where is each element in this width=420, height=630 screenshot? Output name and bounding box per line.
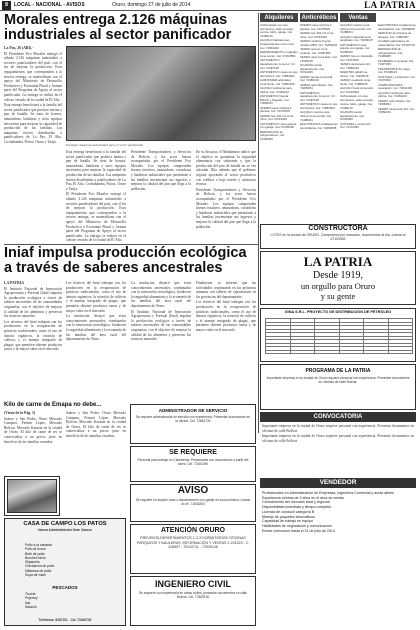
story1-photo: [66, 46, 256, 141]
story1-headline: Morales entrega 2.126 máquinas industriales al sector panificador: [4, 12, 232, 43]
menu-list: Pollo a la canasta Pollo al horno Bufé de pollo Brochet mixto Silpancho Chicharrón de pollo Milanesa de pollo Sopa de maní: [25, 543, 55, 578]
masthead-brand: LA PATRIA: [364, 0, 416, 10]
fish-list: Trucha Pejerrey Ispi Karachi: [25, 592, 38, 609]
page-header: [0, 0, 420, 11]
ad-carne: [4, 476, 60, 516]
ad-gina-table: GINA S.R.L. PROYECTO DE DISTRIBUCIÓN DE PETRÓLEO: [260, 308, 416, 362]
story2-col4: Finalmente, se informó que las actividades continuarán en las próximas semanas con talleres de capacitación en las provincias del departamento. Los técnicos del Iniaf trabajan con los productores en la recuperación de prácticas tradicionales, como el uso de abonos orgánicos, la rotación de cultivos y el manejo integrado de plagas, que permiten obtener productos sanos y de mayor valor en el mercado.: [196, 281, 256, 332]
convocatoria-banner: CONVOCATORIA: [260, 412, 416, 422]
story1-photo-caption: Entregan máquinas industriales para el sector panificador: [66, 143, 144, 147]
ad-ingeniero: INGENIERO CIVIL Se requiere con experiencia en obras civiles, presentar documentos en calle Bolívar. Cel. 72469130: [130, 576, 256, 626]
story3-headline: Kilo de carne de Emapa no debe...: [4, 402, 102, 408]
classifieds-list-4: ELECTRICISTA instalaciones domiciliarias. Cel. 72459638 SERVICIO de limpieza de tanques. Cel. 71852307 CLASES particulares de matemáticas. Cel. 67204719 REPARACIÓN de refrigeradores. Cel. 72493065 PLOMERÍA en general. Cel. 71807365 TRANSPORTE de carga. Cel. 67208126 COSTURA y confección. Cel. 72470394 COMPUTADORAS reparación. Cel. 71842150 ALQUILO ambiente para oficina. Cel. 72469213 VENDO auto Nissan. Cel. 71839054 VENDO camioneta 4x4. Cel. 71860234: [378, 24, 416, 115]
convocatoria-text: Importante empresa en la ciudad de Oruro requiere personal con experiencia. Presentar documentos en oficinas de calle Bolívar. Importante empresa en la ciudad de Oruro requiere personal con experiencia. Presentar documentos en oficinas de calle Bolívar.: [262, 424, 414, 443]
story2-col3: La institución destacó que estos conocimientos ancestrales, combinados con la innovación tecnológica, fortalecen la seguridad alimentaria y la economía de las familias del área rural del departamento de Oruro. El Instituto Nacional de Innovación Agropecuaria y Forestal (Iniaf) impulsa la producción ecológica a través de saberes ancestrales de las comunidades originarias, con el objetivo de mejorar la calidad de los alimentos y preservar los recursos naturales.: [131, 281, 191, 342]
vendedor-requirements: Profesionales en Administración de Empresas, Ingeniería Comercial y áreas afines Experiencia mínima de 2 años en el área de ventas Conocimiento del mercado local y regional Disponibilidad inmediata y tiempo completo Licencia de conducir categoría B Manejo de paquetes informáticos Capacidad de trabajo en equipo Habilidades de negociación y comunicación Enviar currículum hasta el 31 de julio de 2014: [262, 491, 394, 533]
story2-headline: Iniaf impulsa producción ecológica a través de saberes ancestrales: [4, 245, 247, 276]
ad-image: [7, 479, 57, 513]
story1-col4: En su discurso, el Mandatario indicó que el objetivo es garantizar la seguridad alimentaria con soberanía y que la producción del pan de batalla no se vea afectada. Dijo además que el gobierno seguirá apoyando al sector productivo con créditos a bajo interés y asistencia técnica. Presidente Transportadores y Servicios de Bolivia, y los actos fueron acompañados por el Presidente Evo Morales. Los equipos comprenden hornos rotativos, amasadoras, cortadoras y batidoras industriales que permitirán a las familias incrementar sus ingresos y mejorar la calidad del pan que llega a la población.: [196, 150, 256, 229]
ad-data-table: [265, 318, 413, 354]
story2-col1: LA PATRIA El Instituto Nacional de Innovación Agropecuaria y Forestal (Iniaf) impulsa la producción ecológica a través de saberes ancestrales de las comunidades originarias, con el objetivo de mejorar la calidad de los alimentos y preservar los recursos naturales. Los técnicos del Iniaf trabajan con los productores en la recuperación de prácticas tradicionales, como el uso de abonos orgánicos, la rotación de cultivos y el manejo integrado de plagas, que permiten obtener productos sanos y de mayor valor en el mercado.: [4, 281, 62, 352]
ad-restaurant: CASA DE CAMPO LOS PATOS Nueva Administración Gran Carozo Pollo a la canasta Pollo al horno Bufé de pollo Brochet mixto Silpancho Chicharrón de pollo Milanesa de pollo Sopa de maní PESCADOS Trucha Pejerrey Ispi Karachi Teléfonos: 5287101 - Cel. 73404732: [4, 518, 126, 626]
story2-col2: Los técnicos del Iniaf trabajan con los productores en la recuperación de prácticas tradicionales, como el uso de abonos orgánicos, la rotación de cultivos y el manejo integrado de plagas, que permiten obtener productos sanos y de mayor valor en el mercado. La institución destacó que estos conocimientos ancestrales, combinados con la innovación tecnológica, fortalecen la seguridad alimentaria y la economía de las familias del área rural del departamento de Oruro.: [66, 281, 126, 342]
ad-aviso: AVISO Se requiere en alquiler casa o departamento con garaje en zona céntrica. Llamar al cel. 71845260: [130, 484, 256, 522]
story1-col2: Esta entrega beneficiará a la familia del sector panificador que produce harina y pan de batalla. Se trata de hornos, amasadoras, batidoras y otros equipos necesarios para mejorar la capacidad de producción de las familias. Las máquinas fueron distribuidas a panificadores de La Paz, El Alto, Cochabamba, Potosí, Oruro y Tarija. El Presidente Evo Morales entregó el sábado 2.126 máquinas industriales a sectores panificadores del país, con el fin de mejorar la producción. Esos equipamientos que corresponden a la tercera entrega, se materializan con el apoyo del Ministerio de Desarrollo Productivo y Economía Plural y forman parte del Programa de Apoyo al sector panificador. La entrega se realizó en el coliseo cerrado de la ciudad de El Alto.: [66, 150, 126, 242]
la-patria-promo: LA PATRIA Desde 1919, un orgullo para Oruro y su gente: [260, 251, 416, 305]
classifieds-list-3: ALQUILO cuartos para oficina zona central. Cel. 72488341 ALQUILO departamento amoblado. Cel. 71846037 ANTICRÉTICO casa grande con garaje. Cel. 67205182 VENDO lote en Caracollo. Cel. 72473915 VENDO camioneta 4x4. Cel. 71860234 MAESTRO albañil se ofrece. Cel. 72459316 VENDO cuadratín zona Norte. Cel. 71882045 ALQUILO local comercial. Cel. 67216093 CASA alquilo con dos dormitorios, sala comedor, cocina, baño, garaje. Cel. 72482119 OCASIÓN vendo departamento. Cel. 67201945 COSTURA y confección. Cel. 72470394: [340, 24, 374, 130]
classifieds-list-2: OFERTA casa céntrica 2 plantas. Cel. 72470518 VENDO lote 300 m2 zona Vinto. Cel. 67213940 VENDO minibús Toyota modelo 2005. Cel. 71856203 VENDO terreno zona sudeste. Cel. 72481653 VENDO casa zona Este. Cel. 71503278 OCASIÓN vendo departamento. Cel. 67201945 VENDO tienda comercial. Cel. 72486310 VENDO auto Nissan. Cel. 71839054 ANTICRÉTICO departamento zona sur. Inf. Cel. 72497136 ANTICRÉTICO casa con tres dormitorios. Cel. 71852904 ALQUILO cuartos para oficina zona central. Cel. 72488341 ELECTRICISTA instalaciones domiciliarias. Cel. 72459638: [300, 24, 338, 130]
classifieds-tab-anticreticos: Anticréticos: [301, 15, 337, 21]
classifieds-list-1: CASA alquilo con dos dormitorios, sala comedor, cocina, baño, garaje. Cel. 72482119 ALQUILO habitaciones independientes zona norte. Cel. 71846220 DEPARTAMENTO en alquiler zona centro. Cel. 67204551 ANTICRÉTICO departamento zona sur. Inf. Cel. 72497136 ANTICRÉTICO casa con tres dormitorios. Cel. 71852904 GARZONIER anticrético zona Norte. Cel. 73801456 ALQUILO ambiente para oficina. Cel. 72469213 ANTICRÉTICO tienda Bolívar y Pagador. Cel. 71849372 OFERTA casa céntrica 2 plantas. Cel. 72470518 VENDO lote 300 m2 zona Vinto. Cel. 67213940 ANTICRÉTICO casa grande con garaje. Cel. 67205182 REPARACIÓN de refrigeradores. Cel. 72493065: [260, 24, 298, 141]
ad-atencion: ATENCIÓN ORURO PREVENTA DEPARTAMENTOS 1-2-3 DORMITORIOS OFICINAS PARQUEOS Y BAULERAS. INFORMACIÓN Y VENTAS 2-241523 - 2-228597 - 70110711 - 72530146: [130, 524, 256, 574]
ad-garaje: ADMINISTRADOR DE SERVICIO Se requiere administrador de servicio con experiencia. Presentar documentos en la oficina. Cel. 71846730: [130, 404, 256, 444]
classifieds-tab-alquileres: Alquileres: [260, 13, 298, 22]
column-divider: [258, 13, 259, 433]
vendedor-banner: VENDEDOR: [260, 478, 416, 488]
story3-col1: (Viene de la Pág. 1) Suárez y San Pedro, Oruro Mercado Campero, Fermín López, Mercado Bolívar, Mercado Kantuta en la ciudad de Oruro. El kilo de carne de res se comercializa a un precio justo en beneficio de las familias orureñas.: [4, 411, 62, 444]
story3-col2: Suárez y San Pedro, Oruro Mercado Campero, Fermín López, Mercado Bolívar, Mercado Kantuta en la ciudad de Oruro. El kilo de carne de res se comercializa a un precio justo en beneficio de las familias orureñas.: [66, 411, 126, 438]
ad-se-requiere: SE REQUIERE Personal para trabajo en Camareras. Presentarse con documentos a partir del lunes. Cel. 72481096: [130, 446, 256, 482]
ad-constructora: CONSTRUCTORA LOTES en la ciudad de ORURO. Compramos por manzano, documentos al día. Llamar al 67103352: [260, 224, 416, 249]
page-number: 8: [2, 1, 11, 10]
dateline: Oruro, domingo 27 de julio de 2014: [112, 2, 191, 8]
story1-col3: Presidente Transportadores y Servicios de Bolivia, y los actos fueron acompañados por el Presidente Evo Morales. Los equipos comprenden hornos rotativos, amasadoras, cortadoras y batidoras industriales que permitirán a las familias incrementar sus ingresos y mejorar la calidad del pan que llega a la población.: [131, 150, 191, 191]
ad-patria-program: PROGRAMA DE LA PATRIA Importante empresa en la ciudad de Oruro requiere personal con experiencia. Presentar documentos en oficinas de calle Bolívar.: [260, 364, 416, 410]
story1-col1: La Paz, 26 (ABI).- El Presidente Evo Morales entregó el sábado 2.126 máquinas industriales a sectores panificadores del país, con el fin de mejorar la producción. Esos equipamientos que corresponden a la tercera entrega, se materializan con el apoyo del Ministerio de Desarrollo Productivo y Economía Plural y forman parte del Programa de Apoyo al sector panificador. La entrega se realizó en el coliseo cerrado de la ciudad de El Alto. Esta entrega beneficiará a la familia del sector panificador que produce harina y pan de batalla. Se trata de hornos, amasadoras, batidoras y otros equipos necesarios para mejorar la capacidad de producción de las familias. Las máquinas fueron distribuidas a panificadores de La Paz, El Alto, Cochabamba, Potosí, Oruro y Tarija.: [4, 46, 62, 144]
classifieds-tab-ventas: Ventas: [340, 13, 376, 22]
section-label: LOCAL - NACIONAL - AVISOS: [14, 2, 85, 8]
